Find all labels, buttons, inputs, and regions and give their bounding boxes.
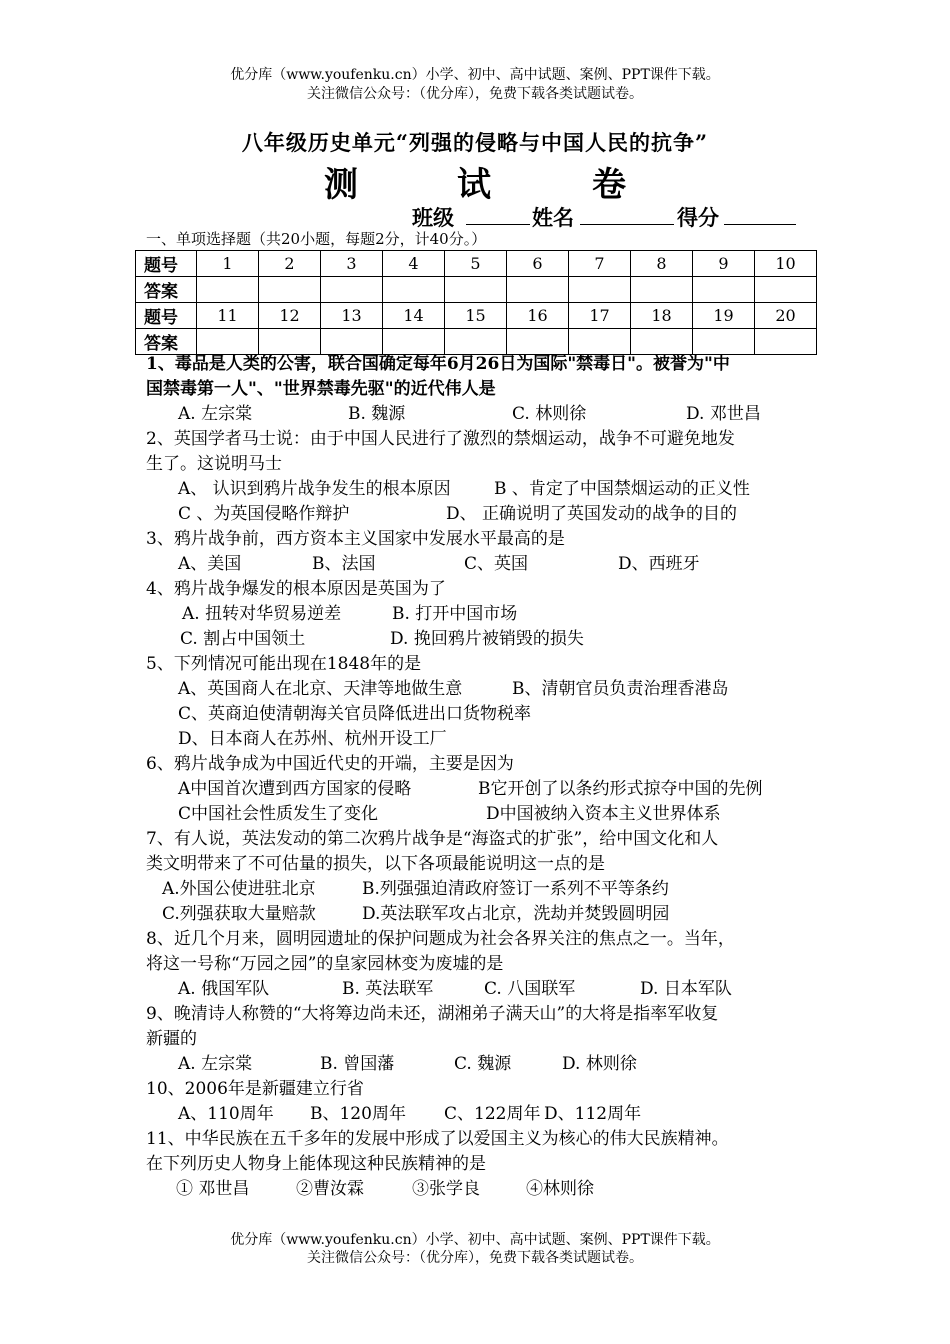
question-11-option-2: ②曹汝霖 [296,1179,364,1199]
question-8-stem: 8、近几个月来，圆明园遗址的保护问题成为社会各界关注的焦点之一。当年， [146,929,735,949]
question-8-option-a: A. 俄国军队 [178,979,270,999]
question-5-option-b: B、清朝官员负责治理香港岛 [512,679,729,699]
question-1-option-c: C. 林则徐 [512,404,587,424]
answer-table [135,250,817,355]
answer-cell[interactable] [321,329,383,355]
answer-cell[interactable] [321,277,383,303]
question-number-cell: 7 [569,251,631,277]
score-blank[interactable] [724,224,796,225]
table-row [136,329,817,355]
question-10-option-b: B、120周年 [310,1104,406,1124]
question-6-option-a: A中国首次遭到西方国家的侵略 [178,779,412,799]
question-2-option-a: A、 认识到鸦片战争发生的根本原因 [178,479,451,499]
question-4-option-d: D. 挽回鸦片被销毁的损失 [390,629,584,649]
answer-cell[interactable] [383,329,445,355]
question-6-stem: 6、鸦片战争成为中国近代史的开端，主要是因为 [146,754,514,774]
question-4-option-b: B. 打开中国市场 [392,604,518,624]
name-blank[interactable] [580,224,674,225]
answer-cell[interactable] [259,277,321,303]
question-9-stem-cont: 新疆的 [146,1029,197,1049]
question-7-option-c: C.列强获取大量赔款 [162,904,316,924]
answer-cell[interactable] [569,329,631,355]
question-8-stem-cont: 将这一号称“万园之园”的皇家园林变为废墟的是 [146,954,504,974]
question-4-option-a: A. 扭转对华贸易逆差 [182,604,342,624]
question-1-option-d: D. 邓世昌 [686,404,761,424]
title-char-2: 试 [457,165,491,205]
question-number-cell: 20 [755,303,817,329]
question-9-option-b: B. 曾国藩 [320,1054,395,1074]
answer-cell[interactable] [383,277,445,303]
row-label: 答案 [136,277,197,303]
question-5-option-c: C、英商迫使清朝海关官员降低进出口货物税率 [178,704,532,724]
question-2-option-c: C 、为英国侵略作辩护 [178,504,350,524]
footer-line-1: 优分库（www.youfenku.cn）小学、初中、高中试题、案例、PPT课件下载。 [230,1232,720,1248]
question-6-option-b: B它开创了以条约形式掠夺中国的先例 [478,779,763,799]
question-2-stem-cont: 生了。这说明马士 [146,454,282,474]
question-4-option-c: C. 割占中国领土 [180,629,306,649]
table-row [136,303,817,329]
question-6-option-c: C中国社会性质发生了变化 [178,804,379,824]
answer-cell[interactable] [445,277,507,303]
title-char-3: 卷 [592,165,626,205]
answer-cell[interactable] [631,277,693,303]
row-label: 题号 [136,251,197,277]
header-line-2: 关注微信公众号：（优分库），免费下载各类试题试卷。 [307,86,643,102]
answer-cell[interactable] [507,329,569,355]
question-11-stem-cont: 在下列历史人物身上能体现这种民族精神的是 [146,1154,486,1174]
question-number-cell: 6 [507,251,569,277]
class-label: 班级 [412,205,454,230]
question-number-cell: 5 [445,251,507,277]
header-line-1: 优分库（www.youfenku.cn）小学、初中、高中试题、案例、PPT课件下载。 [230,67,720,83]
question-3-stem: 3、鸦片战争前，西方资本主义国家中发展水平最高的是 [146,529,565,549]
answer-cell[interactable] [197,329,259,355]
question-number-cell: 18 [631,303,693,329]
row-label: 题号 [136,303,197,329]
question-4-stem: 4、鸦片战争爆发的根本原因是英国为了 [146,579,446,599]
question-number-cell: 17 [569,303,631,329]
question-1-option-a: A. 左宗棠 [178,404,253,424]
question-1-stem: 1、毒品是人类的公害，联合国确定每年6月26日为国际"禁毒日"。被誉为"中 [146,354,730,374]
answer-cell[interactable] [259,329,321,355]
question-3-option-d: D、西班牙 [618,554,700,574]
name-label: 姓名 [532,205,574,230]
question-number-cell: 15 [445,303,507,329]
question-number-cell: 2 [259,251,321,277]
question-number-cell: 11 [197,303,259,329]
question-3-option-a: A、美国 [178,554,242,574]
question-number-cell: 3 [321,251,383,277]
answer-cell[interactable] [755,329,817,355]
row-label: 答案 [136,329,197,355]
answer-cell[interactable] [693,277,755,303]
question-11-option-4: ④林则徐 [526,1179,594,1199]
question-8-option-b: B. 英法联军 [342,979,434,999]
score-label: 得分 [677,205,719,230]
question-3-option-b: B、法国 [312,554,376,574]
page-title: 八年级历史单元“列强的侵略与中国人民的抗争” [241,130,709,155]
question-7-option-a: A.外国公使进驻北京 [162,879,316,899]
question-number-cell: 1 [197,251,259,277]
question-8-option-c: C. 八国联军 [484,979,576,999]
question-number-cell: 13 [321,303,383,329]
question-5-option-a: A、英国商人在北京、天津等地做生意 [178,679,463,699]
question-2-stem: 2、英国学者马士说：由于中国人民进行了激烈的禁烟运动，战争不可避免地发 [146,429,735,449]
question-number-cell: 10 [755,251,817,277]
class-blank[interactable] [466,224,530,225]
question-1-stem-cont: 国禁毒第一人"、"世界禁毒先驱"的近代伟人是 [146,379,496,399]
question-number-cell: 4 [383,251,445,277]
answer-cell[interactable] [507,277,569,303]
question-number-cell: 8 [631,251,693,277]
question-number-cell: 19 [693,303,755,329]
title-char-1: 测 [324,165,358,205]
question-9-option-d: D. 林则徐 [562,1054,637,1074]
question-11-option-3: ③张学良 [412,1179,480,1199]
question-10-stem: 10、2006年是新疆建立行省 [146,1079,364,1099]
answer-cell[interactable] [445,329,507,355]
footer-line-2: 关注微信公众号：（优分库），免费下载各类试题试卷。 [307,1250,643,1266]
table-row [136,277,817,303]
question-number-cell: 12 [259,303,321,329]
question-9-stem: 9、晚清诗人称赞的“大将筹边尚未还，湖湘弟子满天山”的大将是指率军收复 [146,1004,719,1024]
question-1-option-b: B. 魏源 [348,404,406,424]
answer-cell[interactable] [569,277,631,303]
question-7-option-d: D.英法联军攻占北京，洗劫并焚毁圆明园 [362,904,670,924]
question-9-option-c: C. 魏源 [454,1054,512,1074]
question-3-option-c: C、英国 [464,554,529,574]
question-2-option-b: B 、肯定了中国禁烟运动的正义性 [494,479,750,499]
question-10-option-a: A、110周年 [178,1104,274,1124]
question-11-option-1: ① 邓世昌 [176,1179,250,1199]
question-number-cell: 14 [383,303,445,329]
question-7-stem-cont: 类文明带来了不可估量的损失，以下各项最能说明这一点的是 [146,854,605,874]
question-7-stem: 7、有人说，英法发动的第二次鸦片战争是“海盗式的扩张”，给中国文化和人 [146,829,719,849]
table-row [136,251,817,277]
answer-cell[interactable] [197,277,259,303]
question-10-option-c: C、122周年 [444,1104,541,1124]
question-2-option-d: D、 正确说明了英国发动的战争的目的 [446,504,738,524]
section-heading: 一、单项选择题（共20小题，每题2分，计40分。） [146,230,487,248]
question-5-option-d: D、日本商人在苏州、杭州开设工厂 [178,729,447,749]
question-11-stem: 11、中华民族在五千多年的发展中形成了以爱国主义为核心的伟大民族精神。 [146,1129,729,1149]
answer-cell[interactable] [631,329,693,355]
answer-cell[interactable] [693,329,755,355]
answer-cell[interactable] [755,277,817,303]
question-8-option-d: D. 日本军队 [640,979,732,999]
question-number-cell: 9 [693,251,755,277]
question-9-option-a: A. 左宗棠 [178,1054,253,1074]
question-6-option-d: D中国被纳入资本主义世界体系 [486,804,721,824]
question-5-stem: 5、下列情况可能出现在1848年的是 [146,654,422,674]
question-7-option-b: B.列强强迫清政府签订一系列不平等条约 [362,879,669,899]
question-number-cell: 16 [507,303,569,329]
question-10-option-d: D、112周年 [544,1104,642,1124]
